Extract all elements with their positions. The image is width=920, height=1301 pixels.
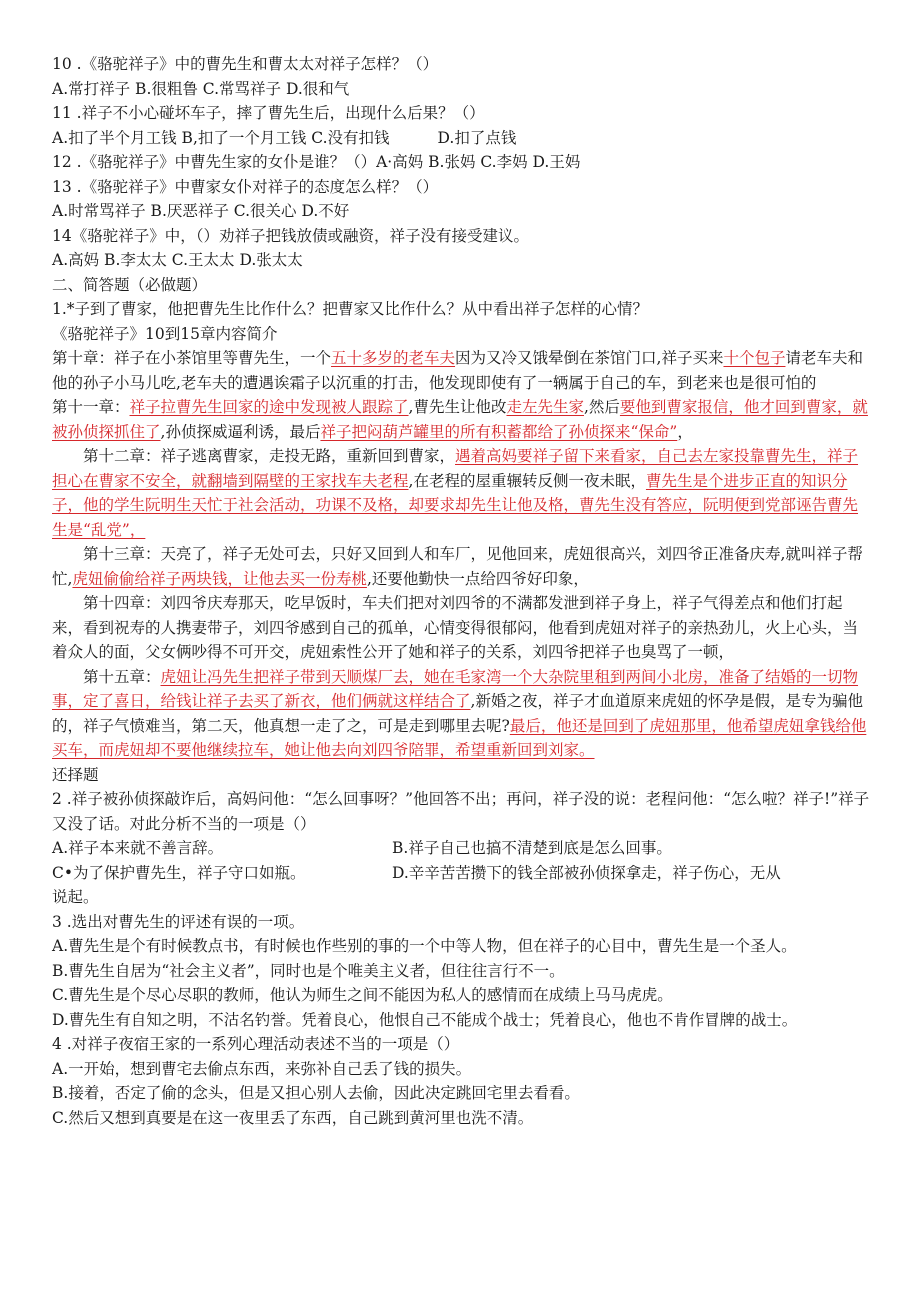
ch10-text: 因为又冷又饿晕倒在茶馆门口,祥子买来 (455, 349, 724, 367)
q11-stem: 11 .祥子不小心碰坏车子，摔了曹先生后，出现什么后果？（） (52, 104, 485, 122)
ch12-highlight: 遇着高妈要祥子留下来看家，自己去左家投靠曹先生，祥子担心在曹家不安全，就翻墙到隔壁的王家找车夫老程 (52, 447, 859, 490)
ch15-highlight: 最后，他还是回到了虎妞那里，他希望虎妞拿钱给他买车，而虎妞却不要他继续拉车，她让他去向刘四爷陪罪，希望重新回到刘家。 (52, 716, 867, 759)
q2-stem: 2 .祥子被孙侦探敲诈后，高妈问他：“怎么回事呀？”他回答不出；再问，祥子没的说：老程问他：“怎么啦？祥子!”祥子又没了话。对此分析不当的一项是（） (52, 790, 870, 833)
ch12-text: ,在老程的屋重辗转反侧一夜未眠， (408, 471, 646, 490)
document-page (52, 52, 872, 1130)
ch11-text: ， (677, 422, 693, 441)
q2-option-c: C•为了保护曹先生，祥子守口如瓶。 (52, 863, 306, 882)
ch11-text: ,曹先生让他改 (408, 398, 507, 416)
q3-stem: 3 .选出对曹先生的评述有误的一项。 (52, 912, 305, 931)
q2-options-row1 (52, 836, 872, 861)
section2-q1: 1.*子到了曹家，他把曹先生比作什么？把曹家又比作什么？从中看出祥子怎样的心情？ (52, 300, 649, 318)
ch11-text: ,孙侦探威逼利诱，最后 (160, 422, 321, 441)
q10-options: A.常打祥子 B.很粗鲁 C.常骂祥子 D.很和气 (52, 79, 350, 98)
q14-options: A.高妈 B.李太太 C.王太太 D.张太太 (52, 251, 303, 269)
ch11-highlight: 要他到曹家报信，他才回到曹家，就被孙侦探抓住了 (52, 398, 868, 441)
q11-options (52, 126, 872, 151)
ch10-highlight-old-driver: 五十多岁的老车夫 (331, 349, 456, 367)
ch15-highlight: 虎妞让冯先生把祥子带到天顺煤厂去，她在毛家湾一个大杂院里租到两间小北房，准备了结婚的一切物事，定了喜日，给钱让祥子去买了新衣，他们俩就这样结合了 (52, 667, 859, 710)
chapter-15-summary (52, 665, 872, 763)
q2-option-d-cont: 说起。 (52, 888, 99, 906)
section2-title: 二、简答题（必做题） (52, 275, 208, 294)
ch11-highlight: 走左先生家 (506, 398, 584, 416)
chapter-11-summary (52, 395, 872, 444)
chapter-14-summary: 第十四章：刘四爷庆寿那天，吃早饭时，车夫们把对刘四爷的不满都发泄到祥子身上，祥子气得差点和他们打起来，看到祝寿的人携妻带子，刘四爷感到自己的孤单，心情变得很郁闷，他看到虎妞对祥子的亲热劲儿，火上心头，当着众人的面，父女俩吵得不可开交，虎妞索性公开了她和祥子的关系，刘四爷把祥子也臭骂了一顿， (52, 594, 859, 661)
chapter-12-summary (52, 444, 872, 542)
q4-stem: 4 .对祥子夜宿王家的一系列心理活动表述不当的一项是（） (52, 1035, 460, 1053)
q11-option-d: D.扣了点钱 (437, 128, 517, 147)
q14-stem: 14《骆驼祥子》中，（）劝祥子把钱放债或融资，祥子没有接受建议。 (52, 226, 529, 245)
q3-option-b: B.曹先生自居为“社会主义者”，同时也是个唯美主义者，但往往言行不一。 (52, 961, 565, 980)
q13-options: A.时常骂祥子 B.厌恶祥子 C.很关心 D.不好 (52, 202, 350, 220)
ch10-text: 请老车夫和他的孙子小马儿吃,老车夫的遭遇诶霜子以沉重的打击，他发现即使有了一辆属于自己的车，到老来也是很可怕的 (52, 349, 863, 392)
ch10-text: 第十章：祥子在小茶馆里等曹先生，一个 (52, 349, 332, 367)
q12-stem: 12 .《骆驼祥子》中曹先生家的女仆是谁？（）A·高妈 B.张妈 C.李妈 D.王妈 (52, 153, 581, 171)
q2-option-b: B.祥子自己也搞不清楚到底是怎么回事。 (392, 839, 672, 857)
q3-option-c: C.曹先生是个尽心尽职的教师，他认为师生之间不能因为私人的感情而在成绩上马马虎虎。 (52, 986, 673, 1004)
choice-section-title: 还择题 (52, 765, 99, 784)
q4-option-c: C.然后又想到真要是在这一夜里丢了东西，自己跳到黄河里也洗不清。 (52, 1108, 534, 1127)
q2-option-d: D.辛辛苦苦攒下的钱全部被孙侦探拿走，祥子伤心，无从 (392, 863, 781, 882)
q11-options-abc: A.扣了半个月工钱 B,扣了一个月工钱 C.没有扣钱 (52, 128, 390, 147)
q2-options-row2 (52, 861, 872, 886)
ch13-highlight: 虎妞偷偷给祥子两块钱，让他去买一份寿桃 (72, 569, 367, 588)
q4-option-a: A.一开始，想到曹宅去偷点东西，来弥补自己丢了钱的损失。 (52, 1059, 472, 1078)
summary-title: 《骆驼祥子》10到15章内容简介 (52, 324, 278, 343)
q10-stem: 10 .《骆驼祥子》中的曹先生和曹太太对祥子怎样？（） (52, 55, 439, 73)
ch12-text: 第十二章：祥子逃离曹家，走投无路，重新回到曹家， (83, 447, 456, 465)
ch12-highlight: 曹先生是个进步正直的知识分子，他的学生阮明生天忙于社会活动，功课不及格，却要求却先生让他及格，曹先生没有答应，阮明便到党部诬告曹先生是“乱党”， (52, 471, 859, 539)
ch11-highlight: 祥子把闷葫芦罐里的所有积蓄都给了孙侦探来“保命” (320, 422, 678, 441)
ch13-text: 第十三章：天亮了，祥子无处可去，只好又回到人和车厂，见他回来，虎妞很高兴，刘四爷正准备庆寿,就叫祥子帮忙, (52, 545, 863, 588)
chapter-10-summary (52, 346, 872, 395)
ch15-text: 第十五章： (83, 667, 161, 686)
ch11-text: ,然后 (583, 398, 620, 416)
q3-option-a: A.曹先生是个有时候教点书，有时候也作些别的事的一个中等人物，但在祥子的心目中，曹先生是一个圣人。 (52, 937, 797, 955)
ch11-text: 第十一章： (52, 398, 130, 416)
ch10-highlight-buns: 十个包子 (723, 349, 786, 367)
q2-option-a: A.祥子本来就不善言辞。 (52, 839, 224, 857)
q3-option-d: D.曹先生有自知之明，不沽名钓誉。凭着良心，他恨自己不能成个战士；凭着良心，他也不肯作冒牌的战士。 (52, 1010, 798, 1029)
q4-option-b: B.接着，否定了偷的念头，但是又担心别人去偷，因此决定跳回宅里去看看。 (52, 1084, 580, 1102)
ch13-text: ,还要他勤快一点给四爷好印象， (366, 569, 589, 588)
ch11-highlight: 祥子拉曹先生回家的途中发现被人跟踪了 (129, 398, 409, 416)
chapter-13-summary (52, 542, 872, 591)
q13-stem: 13 .《骆驼祥子》中曹家女仆对祥子的态度怎么样？（） (52, 177, 439, 196)
ch15-text: ,新婚之夜，祥子才血道原来虎妞的怀孕是假，是专为骗他的，祥子气愤难当，第二天，他真想一走了之，可是走到哪里去呢? (52, 692, 863, 735)
